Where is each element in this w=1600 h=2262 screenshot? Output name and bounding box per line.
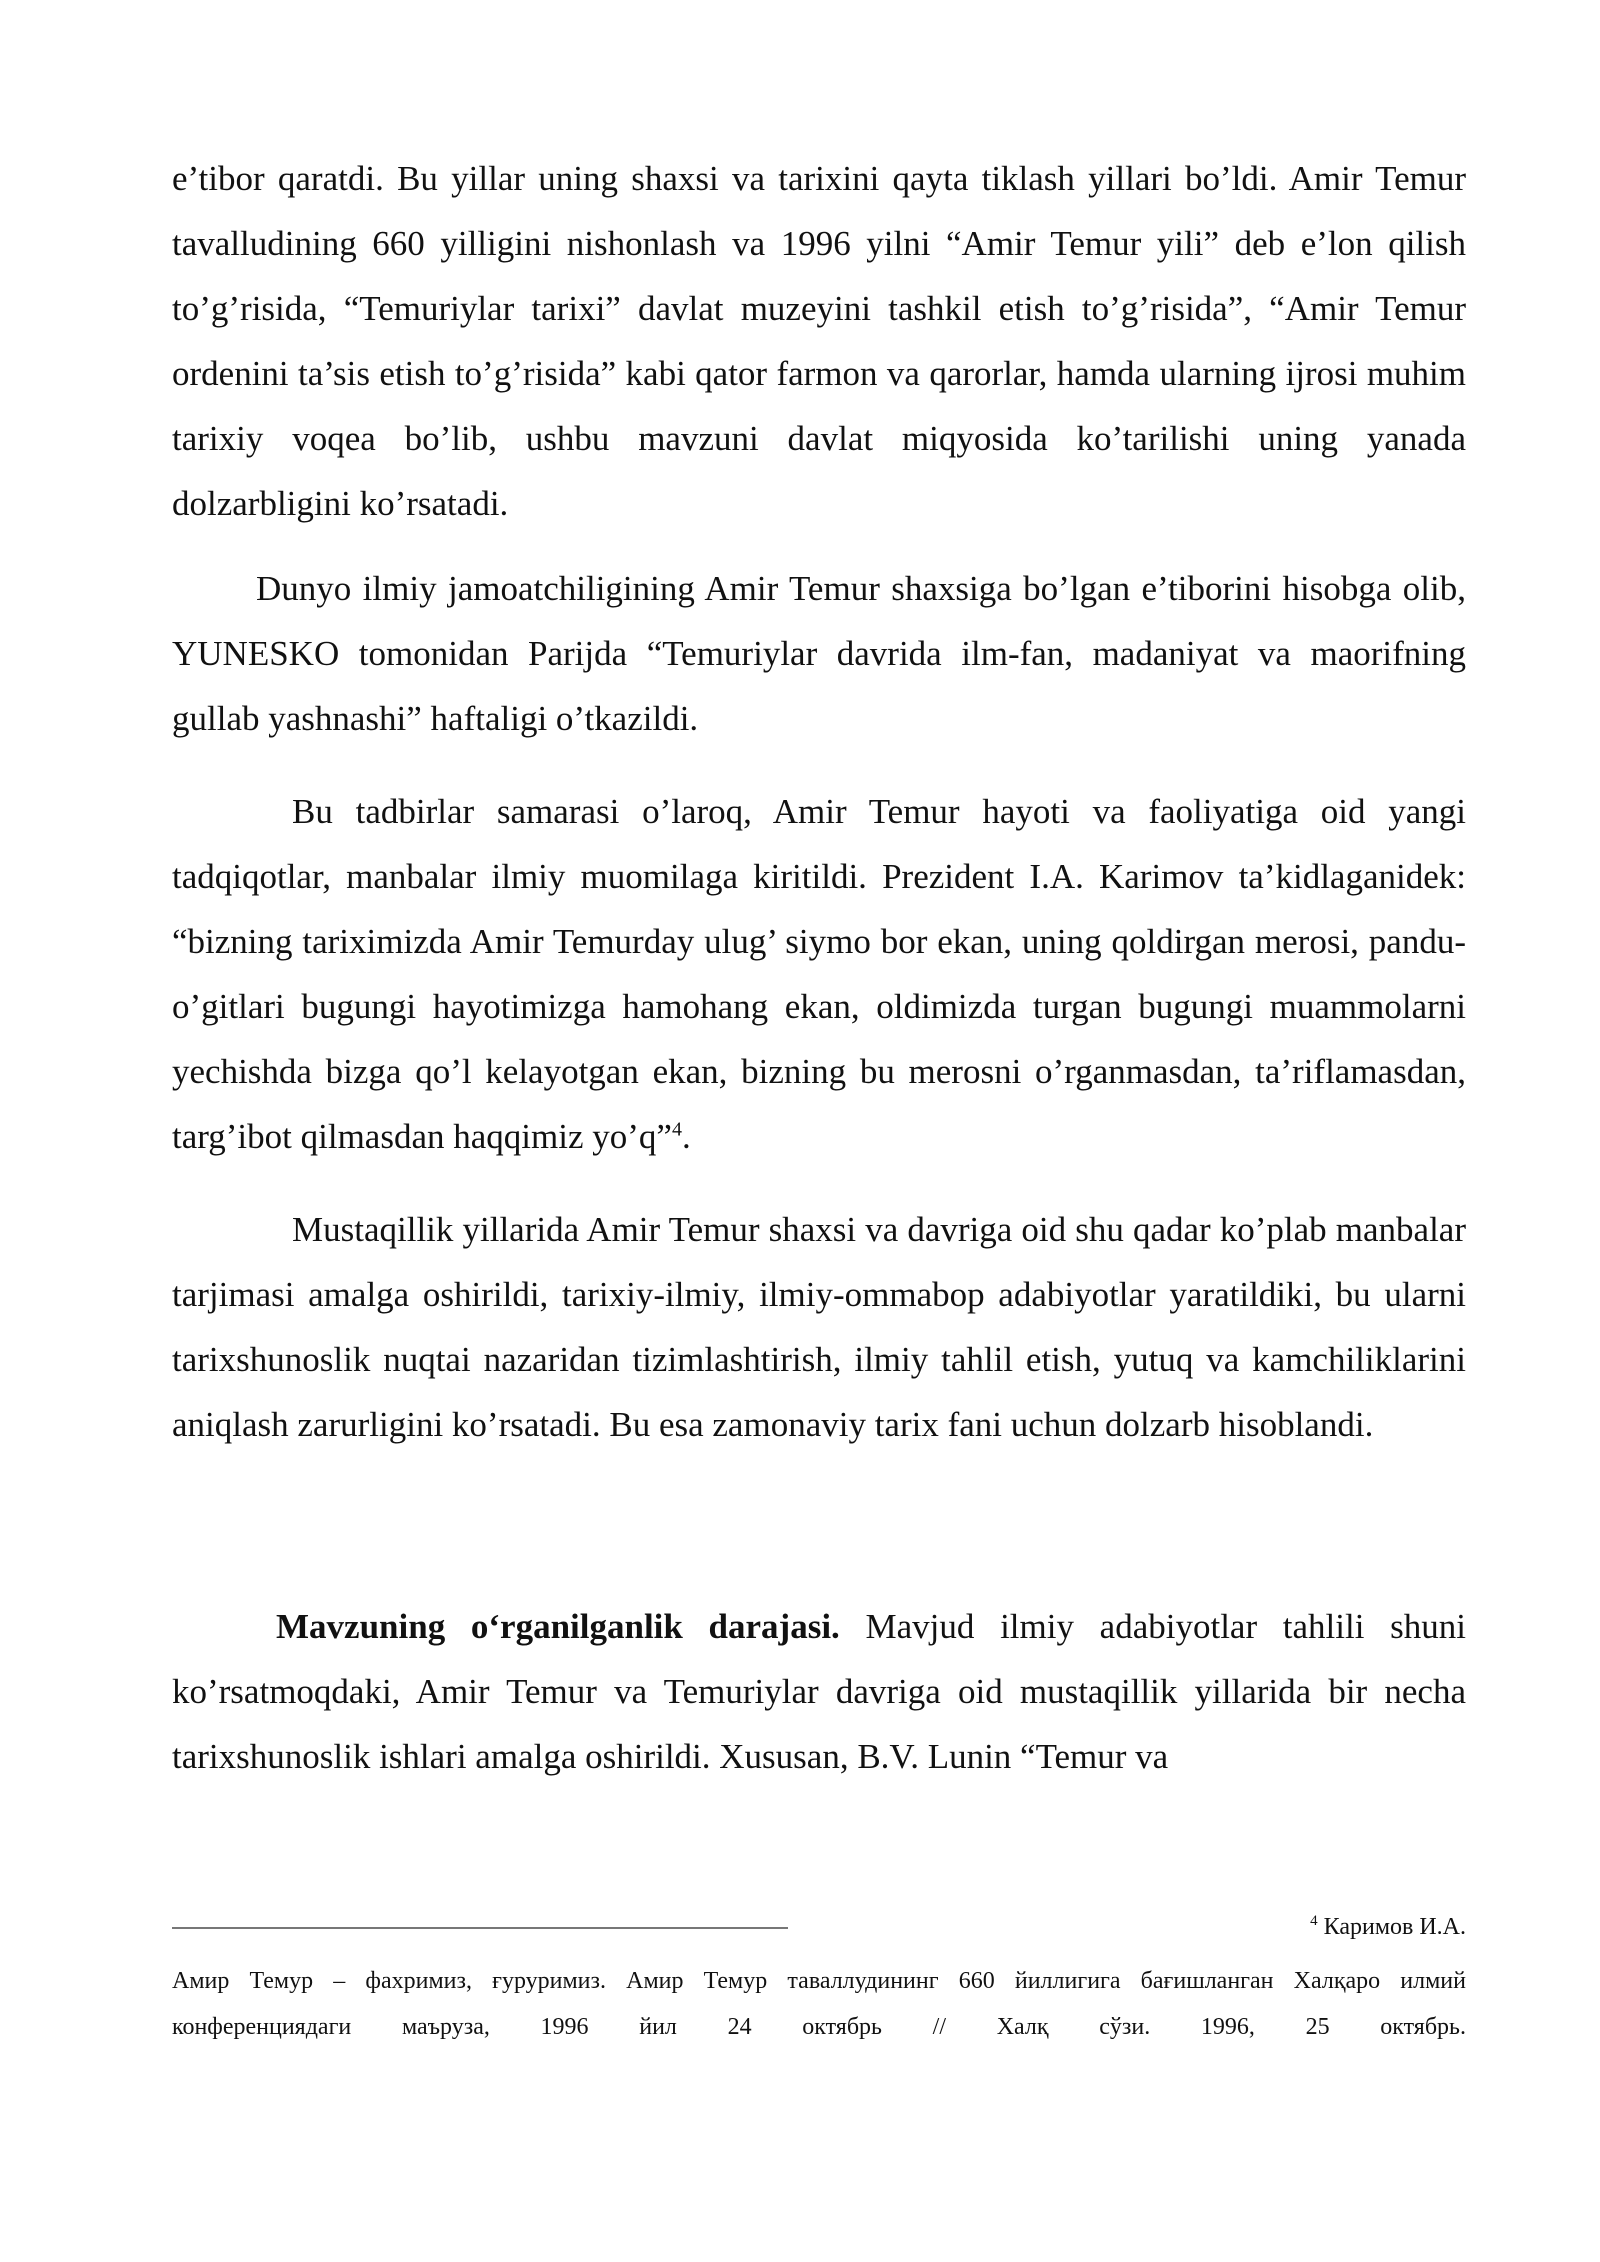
paragraph-2: Dunyo ilmiy jamoatchiligining Amir Temur shaxsiga bo’lgan e’tiborini hisobga olib, YUNESKO tomonidan Parijda “Temuriylar davrida ilm-fan, madaniyat va maorifning gullab yashnashi” haftaligi o’tkazildi. — [172, 569, 1466, 738]
paragraph-4: Mustaqillik yillarida Amir Temur shaxsi va davriga oid shu qadar ko’plab manbalar tarjimasi amalga oshirildi, tarixiy-ilmiy, ilmiy-ommabop adabiyotlar yaratildiki, bu ularni tarixshunoslik nuqtai nazaridan tizimlashtirish, ilmiy tahlil etish, yutuq va kamchiliklarini aniqlash zarurligini ko’rsatadi. Bu esa zamonaviy tarix fani uchun dolzarb hisoblandi. — [172, 1210, 1466, 1444]
paragraph-3 — [172, 779, 1466, 1169]
paragraph-5-text: Mavjud ilmiy adabiyotlar tahlili shuni ko’rsatmoqdaki, Amir Temur va Temuriylar davriga oid mustaqillik yillarida bir necha tarixshunoslik ishlari amalga oshirildi. Xususan, B.V. Lunin “Temur va — [172, 1607, 1466, 1776]
paragraph-3-end: . — [681, 1117, 691, 1156]
section-heading: Mavzuning o‘rganilganlik darajasi. — [276, 1607, 840, 1646]
footnote-separator — [172, 1927, 788, 1929]
paragraph-1: e’tibor qaratdi. Bu yillar uning shaxsi va tarixini qayta tiklash yillari bo’ldi. Amir Temur tavalludining 660 yilligini nishonlash va 1996 yilni “Amir Temur yili” deb e’lon qilish to’g’risida, “Temuriylar tarixi” davlat muzeyini tashkil etish to’g’risida”, “Amir Temur ordenini ta’sis etish to’g’risida” kabi qator farmon va qarorlar, hamda ularning ijrosi muhim tarixiy voqea bo’lib, ushbu mavzuni davlat miqyosida ko’tarilishi uning yanada dolzarbligini ko’rsatadi. — [172, 159, 1466, 523]
footnote-reference[interactable]: 4 — [671, 1118, 682, 1141]
footnote-author-name: Каримов И.А. — [1317, 1914, 1466, 1940]
body-text — [172, 146, 1466, 1789]
footnote-author — [1310, 1912, 1466, 1942]
paragraph-3-text: Bu tadbirlar samarasi o’laroq, Amir Temur hayoti va faoliyatiga oid yangi tadqiqotlar, manbalar ilmiy muomilaga kiritildi. Prezident I.A. Karimov ta’kidlaganidek: “bizning tariximizda Amir Temurday ulug’ siymo bor ekan, uning qoldirgan merosi, pandu-o’gitlari bugungi hayotimizga hamohang ekan, oldimizda turgan bugungi muammolarni yechishda bizga qo’l kelayotgan ekan, bizning bu merosni o’rganmasdan, ta’riflamasdan, targ’ibot qilmasdan haqqimiz yo’q” — [172, 792, 1466, 1156]
footnote-text: Амир Темур – фахримиз, ғуруримиз. Амир Темур таваллудининг 660 йиллигига бағишланган Халқаро илмий конференциядаги маъруза, 1996 йил 24 октябрь // Халқ сўзи. 1996, 25 октябрь. — [172, 1968, 1466, 2040]
footnote-number: 4 — [1310, 1913, 1318, 1929]
paragraph-5 — [172, 1594, 1466, 1789]
